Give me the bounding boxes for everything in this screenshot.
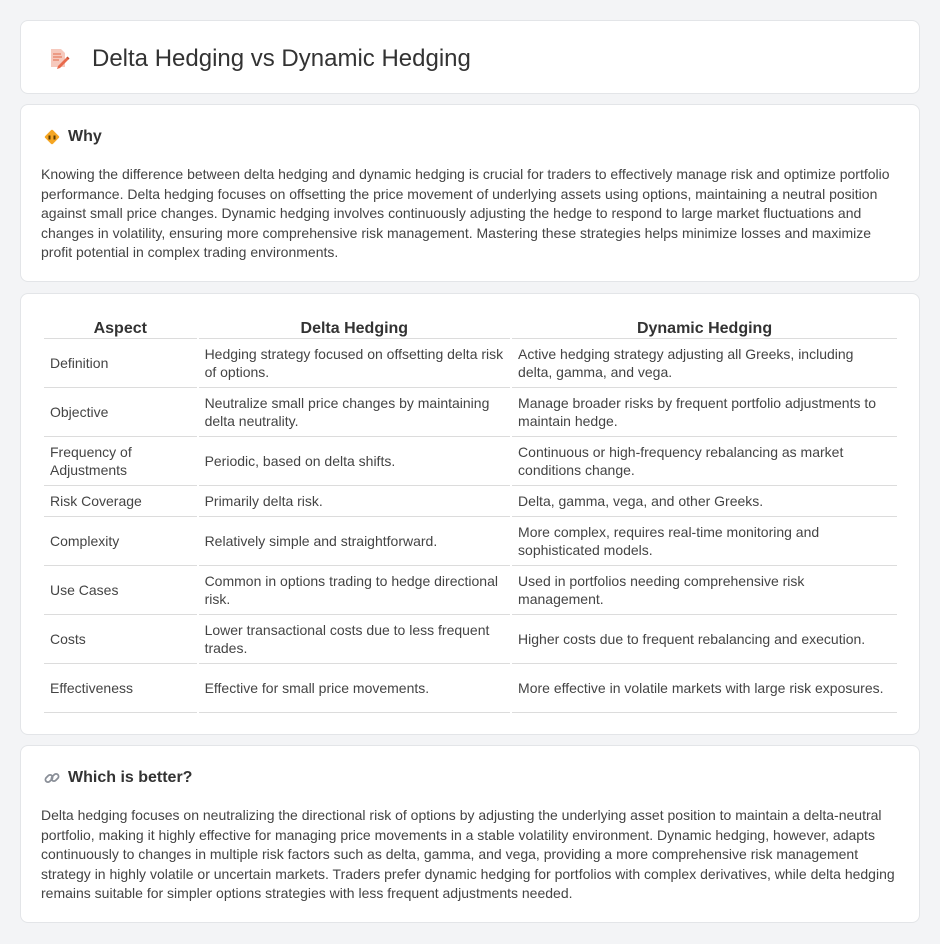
dynamic-cell: More complex, requires real-time monitoring and sophisticated models. [512,517,897,566]
header-aspect: Aspect [44,315,197,339]
why-title: Why [68,128,102,145]
dynamic-cell: Delta, gamma, vega, and other Greeks. [512,486,897,517]
delta-cell: Lower transactional costs due to less frequent trades. [199,615,510,664]
delta-cell: Effective for small price movements. [199,664,510,713]
table-row [44,664,897,713]
delta-cell: Hedging strategy focused on offsetting delta risk of options. [199,339,510,388]
table-row [44,517,897,566]
delta-cell: Common in options trading to hedge directional risk. [199,566,510,615]
better-title: Which is better? [68,769,193,786]
dynamic-cell: Active hedging strategy adjusting all Greeks, including delta, gamma, and vega. [512,339,897,388]
better-paragraph: Delta hedging focuses on neutralizing the directional risk of options by adjusting the underlying asset position to maintain a delta-neutral portfolio, making it highly effective for managing price movements in a stable volatility environment. Dynamic hedging, however, adapts continuously to changes in multiple risk factors such as delta, gamma, and vega, providing a more comprehensive risk management strategy in highly volatile or uncertain markets. Traders prefer dynamic hedging for portfolios with complex derivatives, while delta hedging remains suitable for simpler options strategies with less frequent adjustments needed. [41,807,895,902]
aspect-cell: Costs [44,615,197,664]
better-heading [43,768,192,788]
dynamic-cell: Continuous or high-frequency rebalancing as market conditions change. [512,437,897,486]
dynamic-cell: Used in portfolios needing comprehensive risk management. [512,566,897,615]
aspect-cell: Use Cases [44,566,197,615]
delta-cell: Relatively simple and straightforward. [199,517,510,566]
table-row [44,486,897,517]
delta-cell: Neutralize small price changes by maintaining delta neutrality. [199,388,510,437]
aspect-cell: Risk Coverage [44,486,197,517]
delta-cell: Primarily delta risk. [199,486,510,517]
aspect-cell: Complexity [44,517,197,566]
page-title: Delta Hedging vs Dynamic Hedging [92,45,471,72]
table-header-row [44,315,897,339]
dynamic-cell: Manage broader risks by frequent portfolio adjustments to maintain hedge. [512,388,897,437]
link-icon [43,769,61,787]
why-paragraph: Knowing the difference between delta hedging and dynamic hedging is crucial for traders to effectively manage risk and optimize portfolio performance. Delta hedging focuses on offsetting the price movement of underlying assets using options, maintaining a neutral position against small price changes. Dynamic hedging involves continuously adjusting the hedge to respond to large market fluctuations and changes in volatility, ensuring more comprehensive risk management. Mastering these strategies helps minimize losses and maximize profit potential in complex trading environments. [41,166,890,261]
document-pencil-icon [47,46,71,70]
table-row [44,437,897,486]
table-row [44,339,897,388]
table-row [44,566,897,615]
aspect-cell: Frequency of Adjustments [44,437,197,486]
delta-cell: Periodic, based on delta shifts. [199,437,510,486]
header-dynamic-hedging: Dynamic Hedging [512,315,897,339]
dynamic-cell: More effective in volatile markets with large risk exposures. [512,664,897,713]
aspect-cell: Effectiveness [44,664,197,713]
header-delta-hedging: Delta Hedging [199,315,510,339]
comparison-section [20,293,920,735]
table-row [44,615,897,664]
table-row [44,388,897,437]
aspect-cell: Objective [44,388,197,437]
dynamic-cell: Higher costs due to frequent rebalancing and execution. [512,615,897,664]
aspect-cell: Definition [44,339,197,388]
why-section [20,104,920,282]
which-is-better-section [20,745,920,923]
header-card [20,20,920,94]
why-heading [43,127,102,147]
comparison-table [42,315,899,713]
diamond-sign-icon [43,128,61,146]
